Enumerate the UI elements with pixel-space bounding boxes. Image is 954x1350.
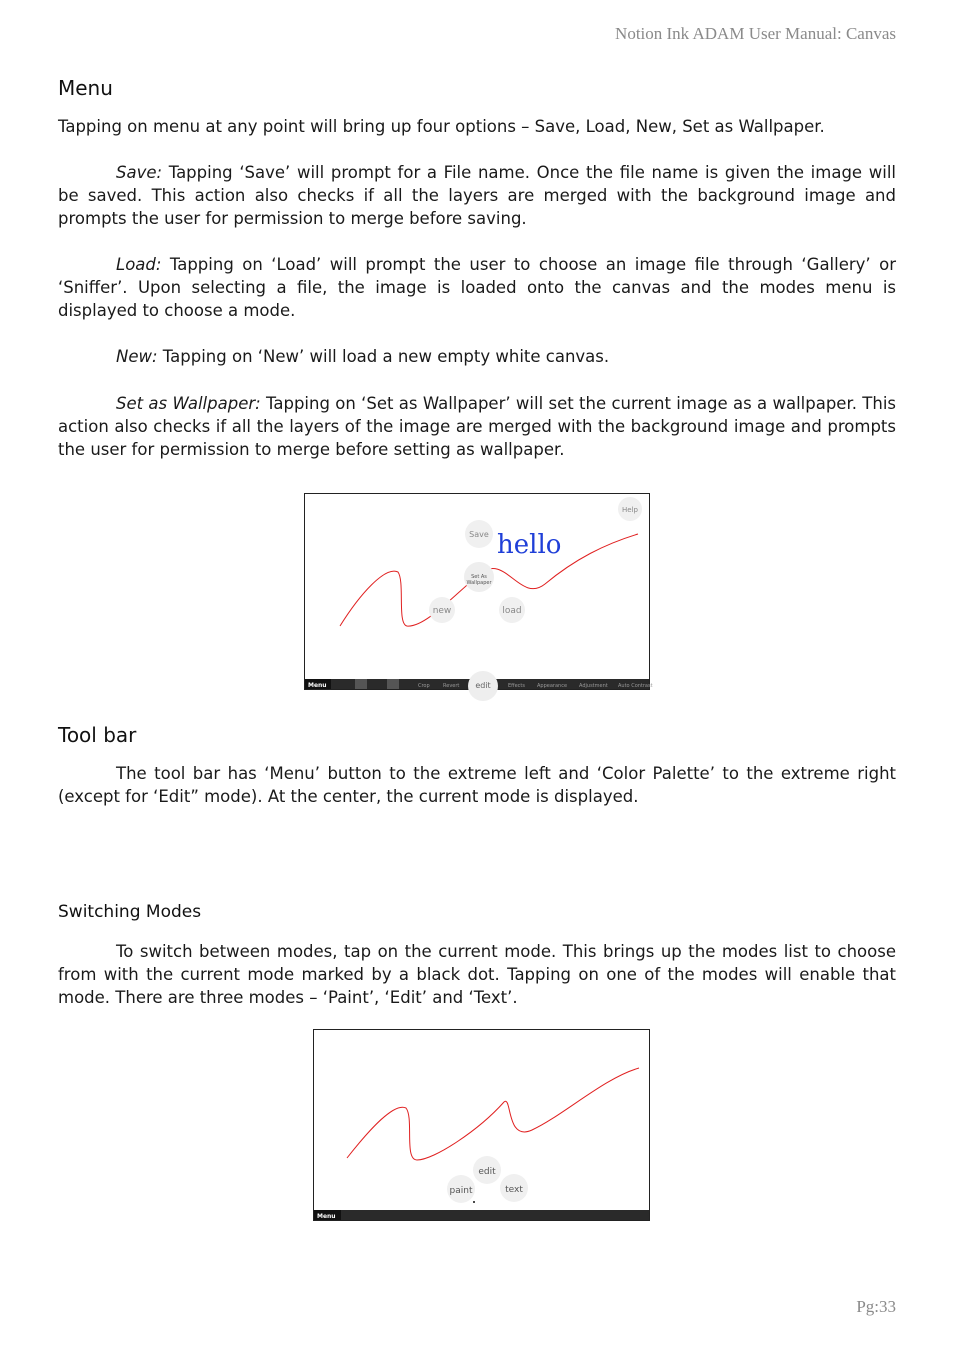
toolbar-2 [314, 1210, 649, 1220]
load-text: Tapping on ‘Load’ will prompt the user to choose an image file through ‘Gallery’ or ‘Sniffer’. Upon selecting a file, the image is loaded onto the canvas and the modes menu is displayed to choose a mode. [58, 255, 896, 320]
save-label: Save: [116, 163, 163, 182]
current-mode-dot [473, 1201, 475, 1203]
save-paragraph [58, 161, 896, 230]
mode-edit-label[interactable]: edit [475, 681, 491, 690]
switching-section [58, 902, 896, 922]
load-paragraph-wrap [58, 253, 896, 322]
new-text: Tapping on ‘New’ will load a new empty white canvas. [157, 347, 610, 366]
wallpaper-label-1[interactable]: Set As [471, 574, 487, 580]
toolbar-swatch-2[interactable] [387, 679, 399, 689]
switching-body [58, 940, 896, 1009]
wallpaper-paragraph [58, 392, 896, 461]
toolbar-2-menu-label[interactable]: Menu [317, 1213, 336, 1220]
help-label[interactable]: Help [622, 506, 638, 514]
modes-screenshot-canvas [314, 1030, 649, 1220]
toolbar-effects[interactable]: Effects [508, 683, 525, 689]
toolbar-paragraph: The tool bar has ‘Menu’ button to the extreme left and ‘Color Palette’ to the extreme right (except for ‘Edit” mode). At the center, the current mode is displayed. [58, 764, 896, 806]
new-option-label[interactable]: new [432, 606, 452, 616]
toolbar-body [58, 762, 896, 808]
menu-heading: Menu [58, 76, 113, 100]
wallpaper-label-2[interactable]: Wallpaper [466, 580, 492, 586]
save-option-label[interactable]: Save [469, 530, 489, 539]
menu-screenshot [304, 493, 653, 690]
load-label: Load: [116, 255, 162, 274]
toolbar-adjustment[interactable]: Adjustment [579, 683, 608, 689]
toolbar-crop[interactable]: Crop [418, 683, 430, 689]
page-number: Pg:33 [856, 1297, 896, 1316]
switching-heading: Switching Modes [58, 902, 202, 922]
toolbar-section [58, 723, 896, 747]
toolbar-auto-contrast[interactable]: Auto Contrast [618, 683, 653, 689]
menu-intro: Tapping on menu at any point will bring up four options – Save, Load, New, Set as Wallpaper. [58, 117, 825, 136]
edit-mode-label[interactable]: edit [478, 1167, 496, 1177]
toolbar-appearance[interactable]: Appearance [537, 683, 568, 689]
paint-mode-label[interactable]: paint [449, 1186, 473, 1196]
save-text: Tapping ‘Save’ will prompt for a File name. Once the file name is given the image will be saved. This action also checks if all the layers are merged with the background image and prompts the user for permission to merge before saving. [58, 163, 896, 228]
switching-paragraph: To switch between modes, tap on the current mode. This brings up the modes list to choose from with the current mode marked by a black dot. Tapping on one of the modes will enable that mode. There are three modes – ‘Paint’, ‘Edit’ and ‘Text’. [58, 942, 896, 1007]
load-option-label[interactable]: load [502, 606, 522, 616]
hello-text: hello [497, 530, 562, 560]
toolbar-menu-label[interactable]: Menu [308, 682, 327, 689]
red-stroke-2 [347, 1068, 639, 1160]
page-header: Notion Ink ADAM User Manual: Canvas [615, 24, 896, 43]
menu-section [58, 76, 896, 100]
wallpaper-label: Set as Wallpaper: [116, 394, 261, 413]
menu-body [58, 115, 896, 138]
text-mode-label[interactable]: text [505, 1185, 523, 1195]
wallpaper-paragraph-wrap [58, 392, 896, 461]
toolbar-heading: Tool bar [58, 723, 137, 747]
wallpaper-text: Tapping on ‘Set as Wallpaper’ will set the current image as a wallpaper. This action also checks if all the layers of the image are merged with the background image and prompts the user for permission to merge before setting as wallpaper. [58, 394, 897, 459]
load-paragraph [58, 253, 896, 322]
toolbar-swatch-1[interactable] [355, 679, 367, 689]
new-paragraph [58, 345, 896, 368]
modes-screenshot [313, 1029, 650, 1221]
new-paragraph-wrap [58, 345, 896, 368]
toolbar-revert[interactable]: Revert [443, 683, 460, 689]
save-paragraph-wrap [58, 161, 896, 230]
new-label: New: [116, 347, 158, 366]
menu-screenshot-canvas [305, 494, 653, 690]
